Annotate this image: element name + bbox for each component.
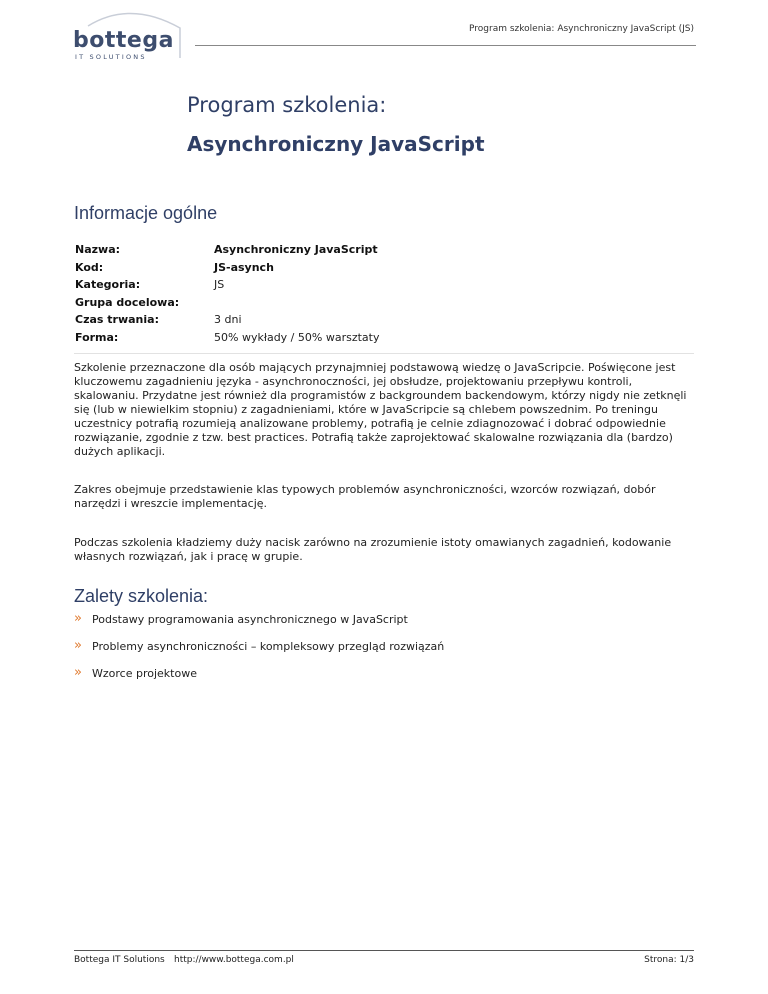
benefits-heading: Zalety szkolenia: <box>74 586 209 606</box>
bottega-logo <box>70 8 190 62</box>
scope-paragraph: Zakres obejmuje przedstawienie klas typowych problemów asynchroniczności, wzorców rozwiązań, dobór narzędzi i wreszcie implementację. <box>74 483 656 510</box>
info-value: 3 dni <box>214 313 242 327</box>
list-item <box>74 640 444 667</box>
benefit-text: Problemy asynchroniczności – kompleksowy przegląd rozwiązań <box>92 640 445 653</box>
footer-url-link[interactable]: http://www.bottega.com.pl <box>174 955 294 965</box>
logo-subtext: IT SOLUTIONS <box>75 53 147 61</box>
logo-text: bottega <box>73 28 174 53</box>
info-value: JS-asynch <box>214 260 274 274</box>
section-divider <box>74 353 694 354</box>
info-row-czas <box>75 311 379 329</box>
info-row-grupa <box>75 294 379 312</box>
info-heading: Informacje ogólne <box>74 203 218 223</box>
info-value: JS <box>214 278 225 292</box>
footer-company: Bottega IT Solutions <box>74 955 165 965</box>
running-title: Program szkolenia: Asynchroniczny JavaScript (JS) <box>469 24 694 34</box>
bullet-icon: » <box>74 665 82 680</box>
bullet-icon: » <box>74 638 82 653</box>
benefit-text: Wzorce projektowe <box>92 667 197 680</box>
header-divider <box>195 45 696 46</box>
info-row-nazwa <box>75 241 379 259</box>
info-row-kategoria <box>75 276 379 294</box>
footer-divider <box>74 950 694 951</box>
bullet-icon: » <box>74 611 82 626</box>
list-item <box>74 667 444 694</box>
description-paragraph: Szkolenie przeznaczone dla osób mających przynajmniej podstawową wiedzę o JavaScripcie. Poświęcone jest kluczowemu zagadnieniu języka - asynchronoczności, jej obsłudze, projektowaniu przepływu kontroli, skalowaniu. Przydatne jest również dla programistów z backgroundem backendowym, którzy nigdy nie zetknęli się (lub w niewielkim stopniu) z zagadnieniami, które w JavaScripcie są chlebem powszednim. Po treningu uczestnicy potrafią rozumieją analizowane problemy, potrafią je celnie zdiagnozować i dobrać odpowiednie rozwiązanie, zgodnie z tzw. best practices. Potrafią także zaprojektować skalowalne rozwiązania dla (bardzo) dużych aplikacji. <box>74 361 687 458</box>
list-item <box>74 613 444 640</box>
info-label: Kategoria: <box>75 278 141 292</box>
benefit-text: Podstawy programowania asynchronicznego w JavaScript <box>92 613 408 626</box>
info-label: Grupa docelowa: <box>75 295 180 309</box>
page-number: Strona: 1/3 <box>644 955 694 965</box>
info-label: Kod: <box>75 260 104 274</box>
info-value: 50% wykłady / 50% warsztaty <box>214 330 380 344</box>
info-label: Forma: <box>75 330 119 344</box>
info-label: Czas trwania: <box>75 313 159 327</box>
info-table <box>75 241 379 346</box>
method-paragraph: Podczas szkolenia kładziemy duży nacisk zarówno na zrozumienie istoty omawianych zagadnień, kodowanie własnych rozwiązań, jak i pracę w grupie. <box>74 536 672 563</box>
page-title-prefix: Program szkolenia: <box>187 93 387 117</box>
info-value: Asynchroniczny JavaScript <box>214 243 378 257</box>
page-title: Asynchroniczny JavaScript <box>187 132 485 156</box>
info-label: Nazwa: <box>75 243 121 257</box>
info-row-kod <box>75 259 379 277</box>
info-row-forma <box>75 329 379 347</box>
benefits-list <box>74 613 444 694</box>
